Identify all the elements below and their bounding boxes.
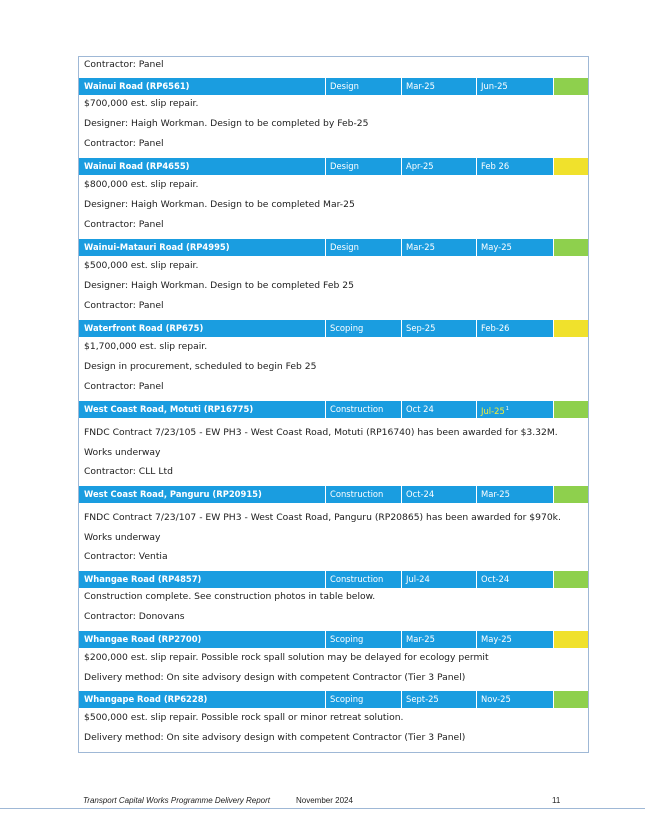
footnote-marker: 1 [505,406,509,412]
project-header-row [79,631,588,648]
project-end: May-25 [481,634,512,644]
project-detail-line: $200,000 est. slip repair. Possible rock spall solution may be delayed for ecology permit [84,652,489,663]
project-end-cell [476,401,553,418]
project-table [78,56,589,753]
project-phase: Scoping [325,320,401,337]
project-phase: Construction [325,486,401,503]
project-end-cell [476,691,553,708]
project-header-row [79,239,588,256]
project-end-cell [476,320,553,337]
project-start: Mar-25 [401,631,476,648]
project-end: May-25 [481,242,512,252]
project-detail-line: $500,000 est. slip repair. [84,260,199,271]
project-end: Nov-25 [481,694,511,704]
footer-divider [0,808,645,809]
project-start: Oct-24 [401,486,476,503]
status-indicator [553,631,588,648]
project-name: Whangae Road (RP2700) [84,634,202,644]
project-detail-line: Designer: Haigh Workman. Design to be completed Mar-25 [84,199,355,210]
project-detail-line: $1,700,000 est. slip repair. [84,341,208,352]
project-end: Mar-25 [481,489,510,499]
project-end: Feb 26 [481,161,510,171]
project-end: Feb-26 [481,323,510,333]
project-end-cell [476,78,553,95]
project-detail-line: Contractor: Panel [84,300,164,311]
project-detail-line: FNDC Contract 7/23/107 - EW PH3 - West Coast Road, Panguru (RP20865) has been awarded for $970k. [84,512,561,523]
project-phase: Scoping [325,631,401,648]
project-detail-line: Construction complete. See construction photos in table below. [84,591,376,602]
project-detail-line: Contractor: Ventia [84,551,168,562]
project-name: Wainui Road (RP4655) [84,161,190,171]
project-start: Sept-25 [401,691,476,708]
status-indicator [553,239,588,256]
project-detail-line: Contractor: Panel [84,138,164,149]
project-end: Jun-25 [481,81,508,91]
project-name: Whangape Road (RP6228) [84,694,208,704]
project-detail-line: Contractor: CLL Ltd [84,466,173,477]
project-end-cell [476,631,553,648]
project-start: Sep-25 [401,320,476,337]
project-header-row [79,320,588,337]
project-header-row [79,691,588,708]
project-detail-line: Designer: Haigh Workman. Design to be completed by Feb-25 [84,118,369,129]
project-phase: Construction [325,571,401,588]
project-detail-line: $700,000 est. slip repair. [84,98,199,109]
project-phase: Design [325,239,401,256]
project-start: Mar-25 [401,239,476,256]
project-detail-line: Contractor: Donovans [84,611,185,622]
status-indicator [553,78,588,95]
project-detail-line: Contractor: Panel [84,381,164,392]
project-detail-line: FNDC Contract 7/23/105 - EW PH3 - West Coast Road, Motuti (RP16740) has been awarded for $3.32M. [84,427,558,438]
project-end: Oct-24 [481,574,510,584]
project-end-cell [476,158,553,175]
project-detail-line: Contractor: Panel [84,219,164,230]
project-detail-line: Design in procurement, scheduled to begin Feb 25 [84,361,317,372]
project-start: Oct 24 [401,401,476,418]
project-end: Jul-25 [481,405,505,416]
project-name: Wainui Road (RP6561) [84,81,190,91]
status-indicator [553,691,588,708]
status-indicator [553,320,588,337]
project-name: West Coast Road, Motuti (RP16775) [84,404,254,414]
project-header-row [79,486,588,503]
project-detail-line: $800,000 est. slip repair. [84,179,199,190]
project-phase: Design [325,158,401,175]
project-header-row [79,78,588,95]
project-detail-line: $500,000 est. slip repair. Possible rock spall or minor retreat solution. [84,712,404,723]
project-detail-line: Designer: Haigh Workman. Design to be completed Feb 25 [84,280,354,291]
project-name: Waterfront Road (RP675) [84,323,204,333]
project-detail-line: Delivery method: On site advisory design with competent Contractor (Tier 3 Panel) [84,732,466,743]
footer-title: Transport Capital Works Programme Delivery Report [83,796,271,805]
project-start: Apr-25 [401,158,476,175]
project-start: Jul-24 [401,571,476,588]
project-end-cell [476,239,553,256]
project-detail-line: Delivery method: On site advisory design with competent Contractor (Tier 3 Panel) [84,672,466,683]
project-start: Mar-25 [401,78,476,95]
project-header-row [79,571,588,588]
project-phase: Construction [325,401,401,418]
project-name: Whangae Road (RP4857) [84,574,202,584]
page-number: 11 [552,796,561,805]
project-detail-line: Works underway [84,532,161,543]
footer-date: November 2024 [296,796,353,805]
project-detail-line: Works underway [84,447,161,458]
status-indicator [553,571,588,588]
project-end-cell [476,571,553,588]
project-end-cell [476,486,553,503]
project-name: Wainui-Matauri Road (RP4995) [84,242,230,252]
project-name: West Coast Road, Panguru (RP20915) [84,489,262,499]
project-phase: Design [325,78,401,95]
top-contractor-text: Contractor: Panel [84,59,164,70]
status-indicator [553,401,588,418]
project-header-row [79,401,588,418]
status-indicator [553,158,588,175]
status-indicator [553,486,588,503]
project-phase: Scoping [325,691,401,708]
project-header-row [79,158,588,175]
